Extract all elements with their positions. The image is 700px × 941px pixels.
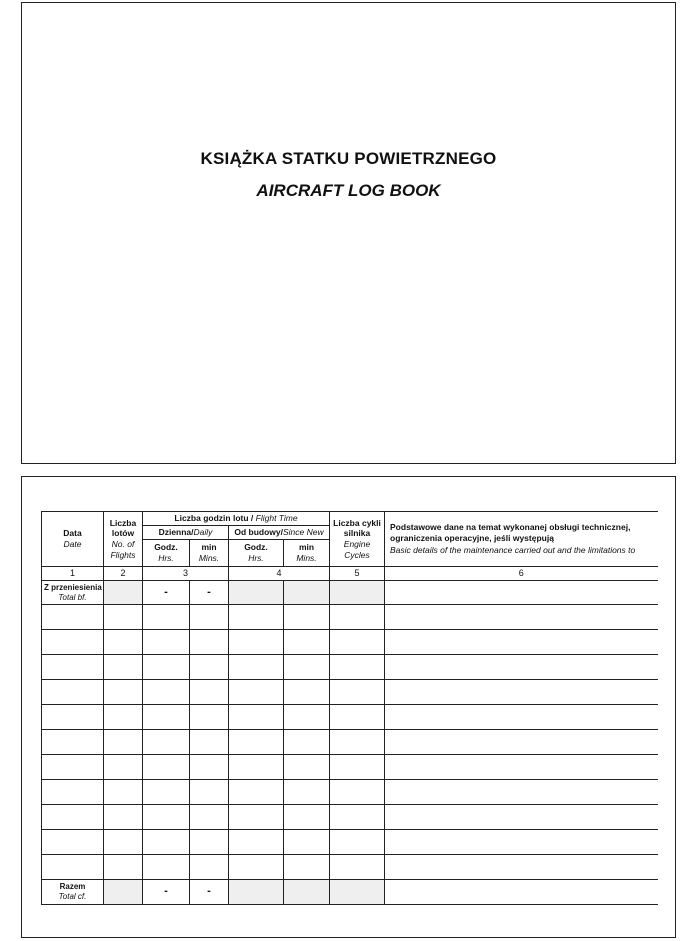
entry-details-cell[interactable]: [385, 605, 658, 630]
entry-details-cell[interactable]: [385, 805, 658, 830]
header-since-new-en: Since New: [283, 527, 324, 538]
entry-since-new-mins-cell[interactable]: [284, 805, 330, 830]
entry-details-cell[interactable]: [385, 655, 658, 680]
brought-forward-daily-hours: -: [143, 581, 190, 605]
header-details: [385, 512, 658, 567]
header-details-pl-2: ograniczenia operacyjne, jeśli występują: [390, 532, 554, 543]
header-hours-en: Hrs.: [248, 553, 264, 563]
entry-cycles-cell[interactable]: [330, 705, 385, 730]
header-daily-pl: Dzienna/: [158, 527, 194, 538]
entry-daily-hours-cell[interactable]: [143, 755, 190, 780]
entry-details-cell[interactable]: [385, 830, 658, 855]
entry-details-cell[interactable]: [385, 705, 658, 730]
entry-daily-hours-cell[interactable]: [143, 805, 190, 830]
entry-date-cell[interactable]: [42, 705, 104, 730]
entry-details-cell[interactable]: [385, 680, 658, 705]
carried-forward-pl: Razem: [59, 882, 86, 891]
entry-date-cell[interactable]: [42, 630, 104, 655]
entry-cycles-cell[interactable]: [330, 755, 385, 780]
entry-details-cell[interactable]: [385, 780, 658, 805]
header-since-new-hours: [229, 540, 284, 567]
header-cycles-en-1: Engine: [343, 539, 371, 549]
header-date-pl: Data: [63, 528, 82, 539]
column-number: 4: [229, 567, 330, 581]
carried-forward-daily-mins: -: [190, 880, 229, 905]
entry-daily-hours-cell[interactable]: [143, 705, 190, 730]
log-entry-row: [42, 605, 658, 630]
header-flight-time: [143, 512, 330, 526]
header-hours-pl: Godz.: [244, 542, 268, 553]
header-cycles-pl-2: silnika: [343, 528, 371, 539]
header-flights-pl-1: Liczba: [109, 517, 137, 528]
entry-daily-hours-cell[interactable]: [143, 605, 190, 630]
entry-flights-cell[interactable]: [104, 680, 143, 705]
entry-daily-mins-cell[interactable]: [190, 605, 229, 630]
carried-forward-label: [42, 880, 104, 905]
entry-since-new-hours-cell[interactable]: [229, 855, 284, 880]
column-number: 5: [330, 567, 385, 581]
column-number: 2: [104, 567, 143, 581]
entry-since-new-hours-cell[interactable]: [229, 805, 284, 830]
header-flights-en-1: No. of: [111, 539, 135, 549]
header-details-en: Basic details of the maintenance carried out and the limitations to: [390, 545, 636, 556]
cover-title-polish: KSIĄŻKA STATKU POWIETRZNEGO: [200, 149, 497, 168]
entry-since-new-mins-cell[interactable]: [284, 705, 330, 730]
entry-daily-hours-cell[interactable]: [143, 855, 190, 880]
header-cycles-pl-1: Liczba cykli: [333, 517, 381, 528]
carried-forward-cycles-cell[interactable]: [330, 880, 385, 905]
entry-cycles-cell[interactable]: [330, 730, 385, 755]
entry-since-new-mins-cell[interactable]: [284, 730, 330, 755]
entry-details-cell[interactable]: [385, 755, 658, 780]
entry-daily-mins-cell[interactable]: [190, 755, 229, 780]
brought-forward-details-cell[interactable]: [385, 581, 658, 605]
brought-forward-cycles-cell[interactable]: [330, 581, 385, 605]
header-since-new-pl: Od budowy/: [234, 527, 283, 538]
header-date: [42, 512, 104, 567]
header-since-new-mins: [284, 540, 330, 567]
entry-since-new-hours-cell[interactable]: [229, 655, 284, 680]
entry-daily-mins-cell[interactable]: [190, 630, 229, 655]
entry-daily-mins-cell[interactable]: [190, 655, 229, 680]
entry-daily-hours-cell[interactable]: [143, 830, 190, 855]
entry-date-cell[interactable]: [42, 830, 104, 855]
header-cycles-en-2: Cycles: [344, 549, 370, 560]
entry-since-new-hours-cell[interactable]: [229, 830, 284, 855]
entry-cycles-cell[interactable]: [330, 855, 385, 880]
entry-flights-cell[interactable]: [104, 830, 143, 855]
entry-daily-mins-cell[interactable]: [190, 705, 229, 730]
entry-since-new-hours-cell[interactable]: [229, 780, 284, 805]
brought-forward-en: Total bf.: [58, 592, 87, 602]
header-mins-en: Mins.: [296, 553, 317, 563]
entry-since-new-mins-cell[interactable]: [284, 605, 330, 630]
header-mins-en: Mins.: [198, 553, 220, 563]
entry-details-cell[interactable]: [385, 855, 658, 880]
entry-flights-cell[interactable]: [104, 705, 143, 730]
entry-since-new-mins-cell[interactable]: [284, 780, 330, 805]
entry-since-new-hours-cell[interactable]: [229, 705, 284, 730]
entry-cycles-cell[interactable]: [330, 605, 385, 630]
header-daily: [143, 526, 229, 540]
brought-forward-since-new-hours-cell[interactable]: [229, 581, 284, 605]
entry-flights-cell[interactable]: [104, 755, 143, 780]
entry-since-new-hours-cell[interactable]: [229, 680, 284, 705]
brought-forward-daily-mins: -: [190, 581, 229, 605]
header-flights-pl-2: lotów: [111, 528, 135, 539]
entry-details-cell[interactable]: [385, 630, 658, 655]
header-daily-mins: [190, 540, 229, 567]
entry-since-new-hours-cell[interactable]: [229, 730, 284, 755]
column-number-row: [42, 567, 658, 581]
entry-flights-cell[interactable]: [104, 630, 143, 655]
log-entry-row: [42, 630, 658, 655]
entry-daily-mins-cell[interactable]: [190, 680, 229, 705]
log-entry-row: [42, 755, 658, 780]
entry-daily-hours-cell[interactable]: [143, 730, 190, 755]
entry-daily-hours-cell[interactable]: [143, 655, 190, 680]
entry-cycles-cell[interactable]: [330, 780, 385, 805]
header-row-1: [42, 512, 658, 526]
carried-forward-row: [42, 880, 658, 905]
brought-forward-flights-cell[interactable]: [104, 581, 143, 605]
entry-date-cell[interactable]: [42, 730, 104, 755]
cover-page: [21, 2, 676, 464]
entry-flights-cell[interactable]: [104, 730, 143, 755]
entry-date-cell[interactable]: [42, 605, 104, 630]
header-flights: [104, 512, 143, 567]
header-date-en: Date: [63, 539, 82, 549]
log-entry-row: [42, 805, 658, 830]
entry-daily-mins-cell[interactable]: [190, 855, 229, 880]
cover-title-english: AIRCRAFT LOG BOOK: [256, 181, 441, 200]
column-number: 6: [385, 567, 658, 581]
entry-cycles-cell[interactable]: [330, 805, 385, 830]
entry-daily-hours-cell[interactable]: [143, 680, 190, 705]
header-flights-en-2: Flights: [110, 549, 136, 560]
log-entry-row: [42, 855, 658, 880]
entry-flights-cell[interactable]: [104, 855, 143, 880]
entry-date-cell[interactable]: [42, 655, 104, 680]
entry-since-new-mins-cell[interactable]: [284, 855, 330, 880]
entry-date-cell[interactable]: [42, 780, 104, 805]
entry-flights-cell[interactable]: [104, 780, 143, 805]
entry-flights-cell[interactable]: [104, 805, 143, 830]
entry-date-cell[interactable]: [42, 680, 104, 705]
header-flight-time-en: Flight Time: [255, 513, 298, 524]
log-entry-row: [42, 830, 658, 855]
entry-daily-mins-cell[interactable]: [190, 830, 229, 855]
carried-forward-en: Total cf.: [58, 892, 87, 901]
carried-forward-since-new-hours-cell[interactable]: [229, 880, 284, 905]
brought-forward-label: [42, 581, 104, 605]
carried-forward-details-cell[interactable]: [385, 880, 658, 905]
entry-daily-hours-cell[interactable]: [143, 780, 190, 805]
entry-cycles-cell[interactable]: [330, 680, 385, 705]
entry-since-new-mins-cell[interactable]: [284, 830, 330, 855]
entry-cycles-cell[interactable]: [330, 630, 385, 655]
header-hours-en: Hrs.: [158, 553, 174, 563]
entry-daily-hours-cell[interactable]: [143, 630, 190, 655]
log-table: [41, 511, 658, 905]
header-daily-hours: [143, 540, 190, 567]
brought-forward-pl: Z przeniesienia: [44, 582, 102, 592]
entry-cycles-cell[interactable]: [330, 655, 385, 680]
brought-forward-since-new-mins-cell[interactable]: [284, 581, 330, 605]
log-entry-row: [42, 655, 658, 680]
column-number: 3: [143, 567, 229, 581]
entry-flights-cell[interactable]: [104, 655, 143, 680]
log-entry-row: [42, 705, 658, 730]
brought-forward-row: [42, 581, 658, 605]
entry-since-new-mins-cell[interactable]: [284, 630, 330, 655]
header-mins-pl: min: [201, 542, 217, 553]
header-details-pl-1: Podstawowe dane na temat wykonanej obsługi technicznej,: [390, 522, 631, 533]
entry-date-cell[interactable]: [42, 805, 104, 830]
entry-since-new-mins-cell[interactable]: [284, 680, 330, 705]
header-mins-pl: min: [298, 542, 315, 553]
entry-since-new-mins-cell[interactable]: [284, 655, 330, 680]
entry-date-cell[interactable]: [42, 755, 104, 780]
entry-since-new-mins-cell[interactable]: [284, 755, 330, 780]
entry-cycles-cell[interactable]: [330, 830, 385, 855]
column-number: 1: [42, 567, 104, 581]
header-flight-time-pl: Liczba godzin lotu /: [174, 513, 254, 524]
header-cycles: [330, 512, 385, 567]
entry-date-cell[interactable]: [42, 855, 104, 880]
entry-details-cell[interactable]: [385, 730, 658, 755]
log-entry-row: [42, 780, 658, 805]
entry-since-new-hours-cell[interactable]: [229, 605, 284, 630]
carried-forward-flights-cell[interactable]: [104, 880, 143, 905]
entry-since-new-hours-cell[interactable]: [229, 630, 284, 655]
entry-daily-mins-cell[interactable]: [190, 805, 229, 830]
entry-daily-mins-cell[interactable]: [190, 780, 229, 805]
carried-forward-since-new-mins-cell[interactable]: [284, 880, 330, 905]
header-since-new: [229, 526, 330, 540]
entry-since-new-hours-cell[interactable]: [229, 755, 284, 780]
log-page: [21, 476, 676, 938]
header-hours-pl: Godz.: [154, 542, 178, 553]
log-entry-row: [42, 680, 658, 705]
entry-daily-mins-cell[interactable]: [190, 730, 229, 755]
entry-flights-cell[interactable]: [104, 605, 143, 630]
carried-forward-daily-hours: -: [143, 880, 190, 905]
log-entry-row: [42, 730, 658, 755]
header-daily-en: Daily: [193, 527, 213, 538]
